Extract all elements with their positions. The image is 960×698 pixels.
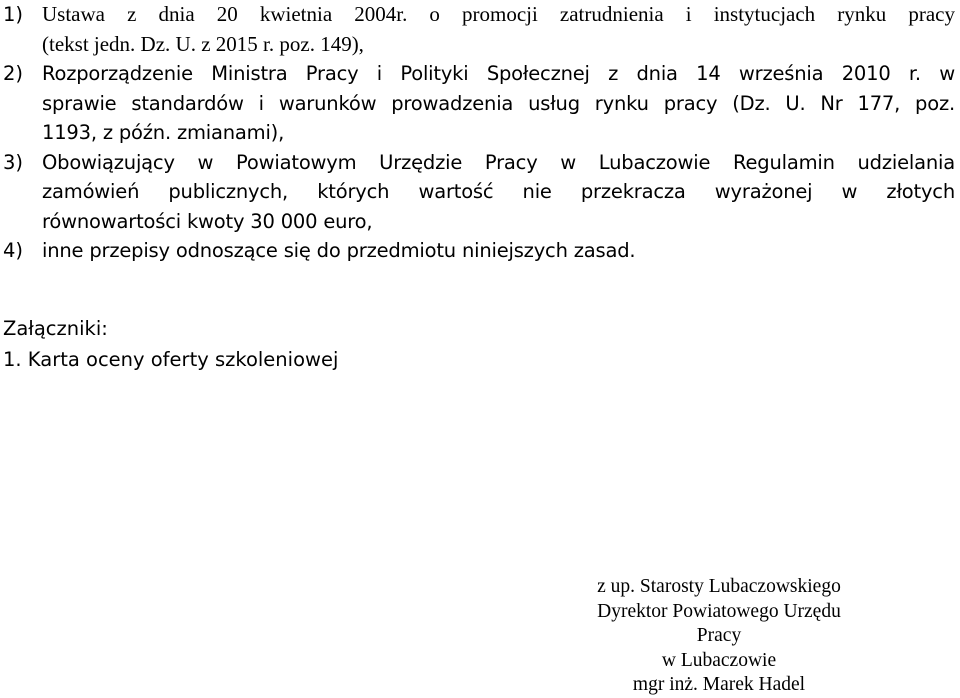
signature-line: z up. Starosty Lubaczowskiego (597, 576, 841, 597)
list-item-line: Rozporządzenie Ministra Pracy i Polityki Społecznej z dnia 14 września 2010 r. w (42, 62, 955, 85)
list-item-line: sprawie standardów i warunków prowadzenia usług rynku pracy (Dz. U. Nr 177, poz. (42, 91, 955, 115)
signature-line: w Lubaczowie (661, 649, 777, 671)
list-item-text (42, 148, 955, 237)
legal-basis-list (3, 0, 955, 266)
list-item-line: Obowiązujący w Powiatowym Urzędzie Pracy w Lubaczowie Regulamin udzielania (42, 150, 955, 174)
signature-name: mgr inż. Marek Hadel (632, 674, 806, 695)
list-item (3, 59, 955, 148)
list-item-text (42, 59, 955, 148)
list-item-line: równowartości kwoty 30 000 euro, (42, 209, 373, 233)
attachments-heading: Załączniki: (3, 317, 108, 340)
list-item (3, 236, 955, 266)
list-item-number: 3) (3, 150, 24, 174)
list-item-number: 2) (3, 62, 24, 85)
list-item-number: 1) (3, 3, 24, 26)
attachment-item: 1. Karta oceny oferty szkoleniowej (3, 348, 339, 371)
list-item-line: zamówień publicznych, których wartość nie przekracza wyrażonej w złotych (42, 180, 955, 203)
list-item-text (42, 0, 955, 59)
list-item (3, 0, 955, 59)
list-item-text (42, 236, 955, 266)
list-item-line: 1193, z późn. zmianami), (42, 121, 285, 144)
attachments-section (3, 313, 338, 375)
list-item-line: inne przepisy odnoszące się do przedmiotu niniejszych zasad. (42, 239, 636, 262)
list-item-line: (tekst jedn. Dz. U. z 2015 r. poz. 149), (42, 31, 364, 56)
list-item-number: 4) (3, 239, 24, 262)
list-item (3, 148, 955, 237)
signature-block (588, 575, 850, 698)
list-item-line: Ustawa z dnia 20 kwietnia 2004r. o promocji zatrudnienia i instytucjach rynku pracy (42, 2, 955, 26)
signature-line: Dyrektor Powiatowego Urzędu Pracy (597, 600, 841, 646)
